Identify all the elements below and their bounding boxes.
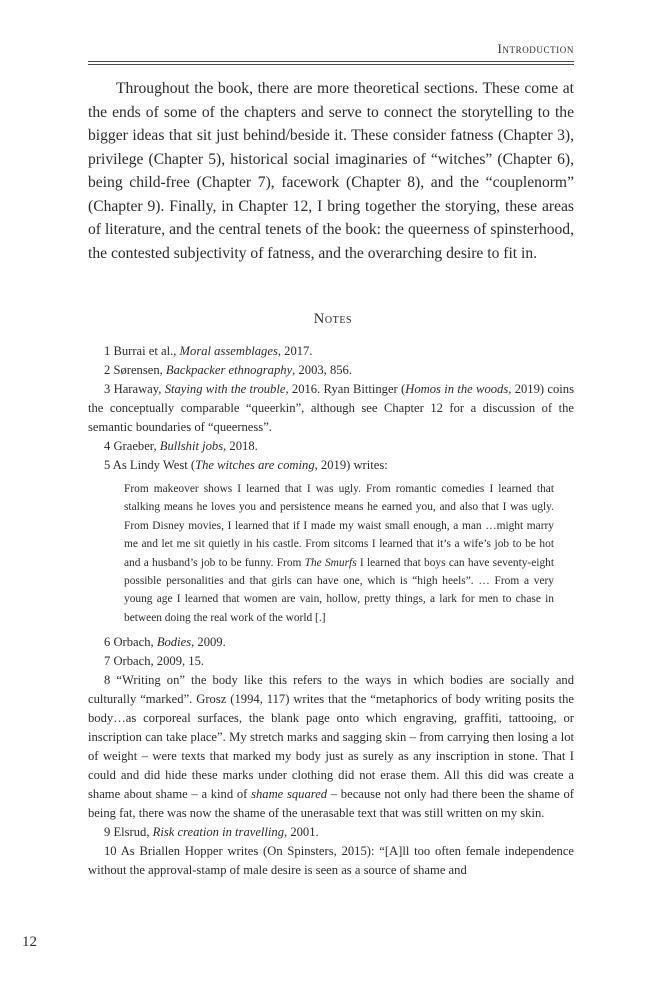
header-rule-bottom <box>88 64 574 65</box>
block-quote: From makeover shows I learned that I was ugly. From romantic comedies I learned that stalking means he loves you and persistence means he earned you, and also that I was ugly. From Disney movies, I learned that if I made my waist small enough, a man …might marry me and let me sit quietly in his castle. From sitcoms I learned that it’s a wife’s job to be hot and a husband’s job to be funny. From The Smurfs I learned that boys can have seventy-eight possible personalities and that girls can have one, which is “high heels”. … From a very young age I learned that women are vain, hollow, pretty things, a lark for men to chase in between doing the real work of the world [.] <box>124 483 554 624</box>
note-8: 8 “Writing on” the body like this refers to the ways in which bodies are socially and culturally “marked”. Grosz (1994, 117) writes that the “metaphorics of body writing posits the body…as corporeal surfaces, the blank page onto which engraving, graffiti, tattooing, or inscription can take place”. My stretch marks and sagging skin – from carrying then losing a lot of weight – were texts that marked my body just as surely as any inscription in stone. That I could and did hide these marks under clothing did not erase them. All this did was create a shame about shame – a kind of shame squared – because not only had there been the shame of being fat, there was now the shame of the unerasable text that was still written on my skin. <box>88 673 575 821</box>
notes-heading: Notes <box>313 311 353 327</box>
running-head: Introduction <box>497 42 574 56</box>
body-paragraph: Throughout the book, there are more theoretical sections. These come at the ends of some of the chapters and serve to connect the storytelling to the bigger ideas that sit just behind/beside it. These consider fatness (Chapter 3), privilege (Chapter 5), historical social imaginaries of “witches” (Chapter 6), being child-free (Chapter 7), facework (Chapter 8), and the “couplenorm” (Chapter 9). Finally, in Chapter 12, I bring together the storying, these areas of literature, and the central tenets of the book: the queerness of spinsterhood, the contested subjectivity of fatness, and the overarching desire to fit in. <box>88 80 574 262</box>
note-1: 1 Burrai et al., Moral assemblages, 2017. <box>104 344 313 358</box>
header-rule-top <box>88 61 574 62</box>
note-9: 9 Elsrud, Risk creation in travelling, 2001. <box>104 825 319 840</box>
note-7: 7 Orbach, 2009, 15. <box>104 654 205 669</box>
note-5: 5 As Lindy West (The witches are coming, 2019) writes: <box>104 458 388 472</box>
note-2: 2 Sørensen, Backpacker ethnography, 2003, 856. <box>104 363 352 377</box>
notes-list <box>88 342 574 880</box>
note-3: 3 Haraway, Staying with the trouble, 2016. Ryan Bittinger (Homos in the woods, 2019) coins the conceptually comparable “queerkin”, although see Chapter 12 for a discussion of the semantic boundaries of “queerness”. <box>88 382 574 434</box>
note-10: 10 As Briallen Hopper writes (On Spinsters, 2015): “[A]ll too often female independence without the approval-stamp of male desire is seen as a source of shame and <box>88 844 574 878</box>
note-6: 6 Orbach, Bodies, 2009. <box>104 635 226 650</box>
note-4: 4 Graeber, Bullshit jobs, 2018. <box>104 439 258 453</box>
page-number: 12 <box>22 934 37 950</box>
